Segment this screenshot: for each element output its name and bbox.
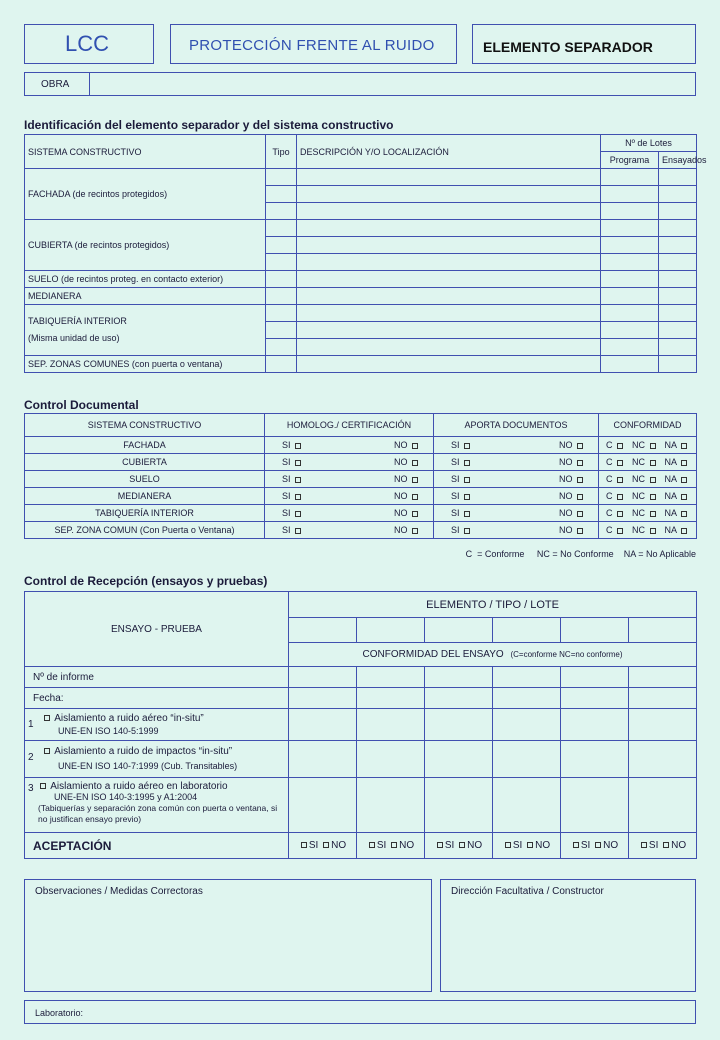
checkbox-icon[interactable]	[650, 460, 656, 466]
identification-title: Identificación del elemento separador y del sistema constructivo	[24, 118, 394, 132]
aceptacion-cell: SI NO	[493, 833, 561, 859]
aceptacion-cell: SI NO	[425, 833, 493, 859]
test-1-norm: UNE-EN ISO 140-5:1999	[58, 725, 159, 736]
checkbox-icon[interactable]	[412, 528, 418, 534]
checkbox-icon[interactable]	[663, 842, 669, 848]
checkbox-icon[interactable]	[617, 443, 623, 449]
doc-conformidad-cell: C NC NA	[599, 454, 697, 471]
doc-row-system: MEDIANERA	[25, 488, 265, 505]
elem-cell[interactable]	[425, 618, 493, 643]
doc-col-homolog: HOMOLOG./ CERTIFICACIÓN	[265, 414, 434, 437]
documental-row	[25, 488, 697, 505]
documental-legend: C = Conforme NC = No Conforme NA = No Aplicable	[465, 549, 696, 559]
doc-conformidad-cell: C NC NA	[599, 488, 697, 505]
elem-cell[interactable]	[289, 618, 357, 643]
checkbox-icon[interactable]	[412, 477, 418, 483]
checkbox-icon[interactable]	[412, 494, 418, 500]
doc-row-system: SUELO	[25, 471, 265, 488]
test-2-norm: UNE-EN ISO 140-7:1999 (Cub. Transitables)	[58, 761, 238, 771]
checkbox-icon[interactable]	[323, 842, 329, 848]
checkbox-icon[interactable]	[577, 494, 583, 500]
elem-cell[interactable]	[629, 618, 697, 643]
doc-homolog-cell	[265, 488, 434, 505]
homolog-no: NO	[394, 491, 420, 501]
lcc-label: LCC	[65, 31, 110, 56]
homolog-si: SI	[282, 474, 303, 484]
homolog-si: SI	[282, 491, 303, 501]
row-tabiqueria-sub: (Misma unidad de uso)	[28, 333, 120, 343]
test-3	[25, 778, 289, 833]
checkbox-icon[interactable]	[577, 460, 583, 466]
doc-row-system: SEP. ZONA COMUN (Con Puerta o Ventana)	[25, 522, 265, 539]
checkbox-icon[interactable]	[650, 511, 656, 517]
aporta-si: SI	[451, 474, 472, 484]
direccion-box[interactable]	[440, 879, 696, 992]
checkbox-icon[interactable]	[650, 494, 656, 500]
doc-homolog-cell	[265, 505, 434, 522]
homolog-no: NO	[394, 525, 420, 535]
aceptacion-label: ACEPTACIÓN	[25, 833, 289, 859]
row-sep-zonas: SEP. ZONAS COMUNES (con puerta o ventana)	[25, 356, 266, 373]
col-tipo: Tipo	[266, 135, 297, 169]
checkbox-icon[interactable]	[295, 494, 301, 500]
test-2	[25, 741, 289, 778]
doc-homolog-cell	[265, 454, 434, 471]
checkbox-icon[interactable]	[681, 511, 687, 517]
checkbox-icon[interactable]	[301, 842, 307, 848]
aporta-no: NO	[559, 474, 585, 484]
doc-aporta-cell	[434, 471, 599, 488]
homolog-no: NO	[394, 440, 420, 450]
rec-conformidad	[289, 643, 697, 667]
obra-row	[24, 72, 696, 96]
checkbox-icon[interactable]	[369, 842, 375, 848]
documental-row	[25, 471, 697, 488]
checkbox-icon[interactable]	[464, 460, 470, 466]
test-1-title: Aislamiento a ruido aéreo “in-situ”	[54, 712, 204, 724]
checkbox-icon[interactable]	[464, 443, 470, 449]
test-1-num: 1	[28, 718, 34, 730]
checkbox-icon[interactable]	[681, 494, 687, 500]
row-tabiqueria-label: TABIQUERÍA INTERIOR	[28, 316, 127, 326]
title-box	[170, 24, 457, 64]
element-label: ELEMENTO SEPARADOR	[483, 39, 653, 55]
col-desc: DESCRIPCIÓN Y/O LOCALIZACIÓN	[297, 135, 601, 169]
col-lotes: Nº de Lotes	[601, 135, 697, 152]
elem-cell[interactable]	[493, 618, 561, 643]
homolog-si: SI	[282, 440, 303, 450]
checkbox-icon[interactable]	[412, 443, 418, 449]
obra-label-cell	[24, 72, 90, 96]
checkbox-icon[interactable]	[464, 477, 470, 483]
homolog-si: SI	[282, 525, 303, 535]
checkbox-icon[interactable]	[595, 842, 601, 848]
aporta-no: NO	[559, 525, 585, 535]
checkbox-icon[interactable]	[295, 460, 301, 466]
row-fachada: FACHADA (de recintos protegidos)	[25, 169, 266, 220]
checkbox-icon[interactable]	[577, 511, 583, 517]
doc-conformidad-cell: C NC NA	[599, 505, 697, 522]
doc-homolog-cell	[265, 437, 434, 454]
homolog-no: NO	[394, 474, 420, 484]
rec-conformidad-label: CONFORMIDAD DEL ENSAYO	[362, 649, 504, 660]
aporta-si: SI	[451, 491, 472, 501]
checkbox-icon[interactable]	[577, 528, 583, 534]
doc-col-conformidad: CONFORMIDAD	[599, 414, 697, 437]
checkbox-icon[interactable]	[681, 477, 687, 483]
checkbox-icon[interactable]	[437, 842, 443, 848]
doc-aporta-cell	[434, 454, 599, 471]
doc-aporta-cell	[434, 437, 599, 454]
doc-homolog-cell	[265, 471, 434, 488]
doc-row-system: TABIQUERÍA INTERIOR	[25, 505, 265, 522]
row-tabiqueria	[25, 305, 266, 356]
aporta-si: SI	[451, 440, 472, 450]
elem-cell[interactable]	[561, 618, 629, 643]
checkbox-icon[interactable]	[527, 842, 533, 848]
element-box	[472, 24, 696, 64]
aporta-si: SI	[451, 525, 472, 535]
col-programa: Programa	[601, 152, 659, 169]
doc-conformidad-cell: C NC NA	[599, 471, 697, 488]
checkbox-icon[interactable]	[650, 443, 656, 449]
documental-row	[25, 437, 697, 454]
rec-informe: Nº de informe	[25, 667, 289, 688]
recepcion-table	[24, 591, 697, 859]
rec-fecha: Fecha:	[25, 688, 289, 709]
checkbox-icon[interactable]	[681, 443, 687, 449]
doc-col-aporta: APORTA DOCUMENTOS	[434, 414, 599, 437]
row-cubierta: CUBIERTA (de recintos protegidos)	[25, 220, 266, 271]
test-3-note: (Tabiquerías y separación zona común con puerta o ventana, si no justifican ensayo previo)	[38, 803, 278, 824]
test-1	[25, 709, 289, 741]
doc-col-system: SISTEMA CONSTRUCTIVO	[25, 414, 265, 437]
checkbox-icon[interactable]	[391, 842, 397, 848]
checkbox-icon[interactable]	[464, 494, 470, 500]
elem-cell[interactable]	[357, 618, 425, 643]
checkbox-icon[interactable]	[40, 783, 46, 789]
homolog-si: SI	[282, 457, 303, 467]
laboratorio-label: Laboratorio:	[35, 1008, 84, 1018]
test-3-num: 3	[28, 783, 34, 794]
col-system: SISTEMA CONSTRUCTIVO	[25, 135, 266, 169]
checkbox-icon[interactable]	[573, 842, 579, 848]
checkbox-icon[interactable]	[681, 528, 687, 534]
test-3-title: Aislamiento a ruido aéreo en laboratorio	[50, 781, 228, 792]
test-3-norm: UNE-EN ISO 140-3:1995 y A1:2004	[54, 792, 198, 802]
checkbox-icon[interactable]	[464, 511, 470, 517]
col-ensayados: Ensayados	[659, 152, 697, 169]
aporta-no: NO	[559, 440, 585, 450]
documental-title: Control Documental	[24, 398, 139, 412]
documental-table	[24, 413, 697, 539]
checkbox-icon[interactable]	[617, 511, 623, 517]
checkbox-icon[interactable]	[650, 528, 656, 534]
checkbox-icon[interactable]	[295, 511, 301, 517]
aporta-si: SI	[451, 508, 472, 518]
doc-row-system: FACHADA	[25, 437, 265, 454]
homolog-si: SI	[282, 508, 303, 518]
row-suelo: SUELO (de recintos proteg. en contacto exterior)	[25, 271, 266, 288]
doc-aporta-cell	[434, 505, 599, 522]
checkbox-icon[interactable]	[459, 842, 465, 848]
aporta-no: NO	[559, 491, 585, 501]
rec-col-elemento: ELEMENTO / TIPO / LOTE	[289, 592, 697, 618]
aporta-no: NO	[559, 457, 585, 467]
checkbox-icon[interactable]	[295, 528, 301, 534]
checkbox-icon[interactable]	[641, 842, 647, 848]
checkbox-icon[interactable]	[412, 511, 418, 517]
checkbox-icon[interactable]	[295, 443, 301, 449]
checkbox-icon[interactable]	[617, 460, 623, 466]
checkbox-icon[interactable]	[577, 477, 583, 483]
doc-homolog-cell	[265, 522, 434, 539]
checkbox-icon[interactable]	[617, 494, 623, 500]
checkbox-icon[interactable]	[617, 477, 623, 483]
doc-conformidad-cell: C NC NA	[599, 522, 697, 539]
aceptacion-cell: SI NO	[561, 833, 629, 859]
checkbox-icon[interactable]	[44, 748, 50, 754]
documental-row	[25, 454, 697, 471]
test-2-title: Aislamiento a ruido de impactos “in-situ”	[54, 746, 233, 757]
observaciones-box[interactable]	[24, 879, 432, 992]
checkbox-icon[interactable]	[577, 443, 583, 449]
doc-conformidad-cell: C NC NA	[599, 437, 697, 454]
aporta-si: SI	[451, 457, 472, 467]
lcc-box	[24, 24, 154, 64]
observaciones-label: Observaciones / Medidas Correctoras	[35, 886, 203, 897]
checkbox-icon[interactable]	[650, 477, 656, 483]
aporta-no: NO	[559, 508, 585, 518]
obra-label: OBRA	[41, 79, 70, 90]
test-2-num: 2	[28, 752, 34, 763]
doc-row-system: CUBIERTA	[25, 454, 265, 471]
page-title: PROTECCIÓN FRENTE AL RUIDO	[189, 37, 435, 54]
homolog-no: NO	[394, 508, 420, 518]
checkbox-icon[interactable]	[681, 460, 687, 466]
doc-aporta-cell	[434, 522, 599, 539]
row-medianera: MEDIANERA	[25, 288, 266, 305]
rec-col-ensayo: ENSAYO - PRUEBA	[25, 592, 289, 667]
checkbox-icon[interactable]	[44, 715, 50, 721]
aceptacion-cell: SI NO	[629, 833, 697, 859]
laboratorio-row[interactable]	[24, 1000, 696, 1024]
documental-row	[25, 505, 697, 522]
identification-table	[24, 134, 707, 373]
checkbox-icon[interactable]	[505, 842, 511, 848]
checkbox-icon[interactable]	[412, 460, 418, 466]
aceptacion-cell: SI NO	[357, 833, 425, 859]
checkbox-icon[interactable]	[617, 528, 623, 534]
recepcion-title: Control de Recepción (ensayos y pruebas)	[24, 574, 268, 588]
documental-row	[25, 522, 697, 539]
aceptacion-cell: SI NO	[289, 833, 357, 859]
rec-conformidad-note: (C=conforme NC=no conforme)	[510, 650, 623, 659]
homolog-no: NO	[394, 457, 420, 467]
direccion-label: Dirección Facultativa / Constructor	[451, 886, 604, 897]
checkbox-icon[interactable]	[295, 477, 301, 483]
doc-aporta-cell	[434, 488, 599, 505]
checkbox-icon[interactable]	[464, 528, 470, 534]
